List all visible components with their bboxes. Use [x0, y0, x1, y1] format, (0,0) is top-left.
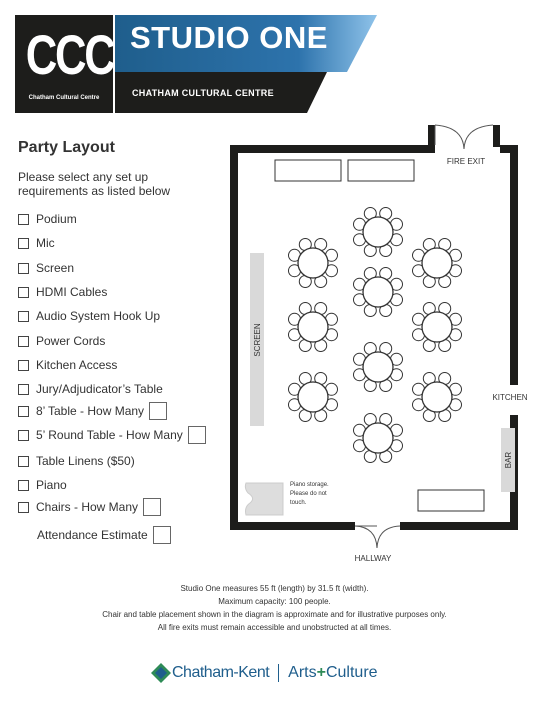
top-table-right	[348, 160, 414, 181]
table-top	[422, 382, 452, 412]
round-table-3	[413, 239, 462, 288]
podium-option[interactable]: Podium	[18, 212, 77, 226]
round-table-4	[354, 268, 403, 317]
table-top	[422, 248, 452, 278]
kitchen-label: KITCHEN	[492, 393, 528, 402]
round-table-5	[289, 303, 338, 352]
table-top	[298, 382, 328, 412]
mic-option[interactable]: Mic	[18, 236, 55, 250]
checkbox[interactable]	[18, 406, 29, 417]
round-table-count-input[interactable]	[188, 426, 206, 444]
ck-name: Chatham-Kent	[172, 664, 270, 681]
round-table-10	[354, 414, 403, 463]
logo-text: CCC	[25, 23, 114, 86]
checkbox[interactable]	[18, 480, 29, 491]
piano-note-line3: touch.	[290, 500, 307, 506]
checkbox[interactable]	[18, 238, 29, 249]
floor-plan	[220, 115, 540, 570]
diamond-logo-icon	[150, 662, 172, 684]
table-top	[363, 217, 393, 247]
round-table-8	[289, 373, 338, 422]
checkbox[interactable]	[18, 360, 29, 371]
kitchen-access-option[interactable]: Kitchen Access	[18, 358, 117, 372]
ck-arts: Arts	[288, 664, 317, 681]
power-cords-option[interactable]: Power Cords	[18, 334, 105, 348]
checkbox[interactable]	[18, 384, 29, 395]
room-walls	[230, 125, 518, 530]
table-top	[363, 277, 393, 307]
hdmi-cables-option[interactable]: HDMI Cables	[18, 285, 107, 299]
checkbox[interactable]	[18, 214, 29, 225]
hallway-doors	[355, 526, 400, 548]
checkbox[interactable]	[18, 336, 29, 347]
round-table-6	[413, 303, 462, 352]
piano-note-line1: Piano storage.	[290, 482, 329, 488]
page-title: STUDIO ONE	[130, 20, 328, 55]
checkbox[interactable]	[18, 430, 29, 441]
footer-line-2: Maximum capacity: 100 people.	[218, 597, 331, 606]
fire-exit-doors	[435, 125, 493, 149]
table-top	[363, 423, 393, 453]
piano-icon	[245, 483, 283, 515]
hallway-label: HALLWAY	[354, 554, 392, 563]
screen-option[interactable]: Screen	[18, 261, 74, 275]
attendance-estimate[interactable]: Attendance Estimate	[37, 526, 171, 544]
table-top	[363, 352, 393, 382]
logo-subtitle: Chatham Cultural Centre	[28, 95, 100, 101]
table-top	[298, 312, 328, 342]
checkbox[interactable]	[18, 287, 29, 298]
checkbox[interactable]	[18, 502, 29, 513]
chatham-kent-logo	[150, 662, 378, 684]
round-table-1	[354, 208, 403, 257]
table-top	[298, 248, 328, 278]
fire-exit-label: FIRE EXIT	[446, 157, 486, 166]
chairs-option[interactable]: Chairs - How Many	[18, 498, 161, 516]
bottom-table	[418, 490, 484, 511]
page-subtitle: CHATHAM CULTURAL CENTRE	[132, 88, 274, 98]
bar-label: BAR	[504, 451, 513, 469]
jury-table-option[interactable]: Jury/Adjudicator’s Table	[18, 382, 163, 396]
round-table-option[interactable]: 5’ Round Table - How Many	[18, 426, 206, 444]
ck-plus: +	[316, 664, 326, 681]
top-table-left	[275, 160, 341, 181]
footer-line-3: Chair and table placement shown in the diagram is approximate and for illustrative purposes only.	[102, 610, 447, 619]
form-intro: Please select any set up requirements as listed below	[18, 170, 171, 198]
table-top	[422, 312, 452, 342]
table-linens-option[interactable]: Table Linens ($50)	[18, 454, 135, 468]
checkbox[interactable]	[18, 311, 29, 322]
piano-option[interactable]: Piano	[18, 478, 67, 492]
form-title: Party Layout	[18, 139, 115, 156]
ccc-logo	[15, 15, 113, 113]
ck-culture: Culture	[325, 664, 378, 681]
attendance-estimate-input[interactable]	[153, 526, 171, 544]
round-table-2	[289, 239, 338, 288]
chairs-count-input[interactable]	[143, 498, 161, 516]
round-table-7	[354, 343, 403, 392]
footer-line-1: Studio One measures 55 ft (length) by 31.5 ft (width).	[180, 584, 369, 593]
round-table-9	[413, 373, 462, 422]
eight-foot-table-count-input[interactable]	[149, 402, 167, 420]
round-tables	[289, 208, 462, 463]
eight-foot-table-option[interactable]: 8’ Table - How Many	[18, 402, 167, 420]
piano-note-line2: Please do not	[290, 491, 327, 497]
checkbox[interactable]	[18, 263, 29, 274]
audio-system-option[interactable]: Audio System Hook Up	[18, 309, 160, 323]
footer-line-4: All fire exits must remain accessible and unobstructed at all times.	[157, 623, 392, 632]
checkbox[interactable]	[18, 456, 29, 467]
screen-label: SCREEN	[253, 323, 262, 357]
logo-divider	[278, 664, 279, 682]
